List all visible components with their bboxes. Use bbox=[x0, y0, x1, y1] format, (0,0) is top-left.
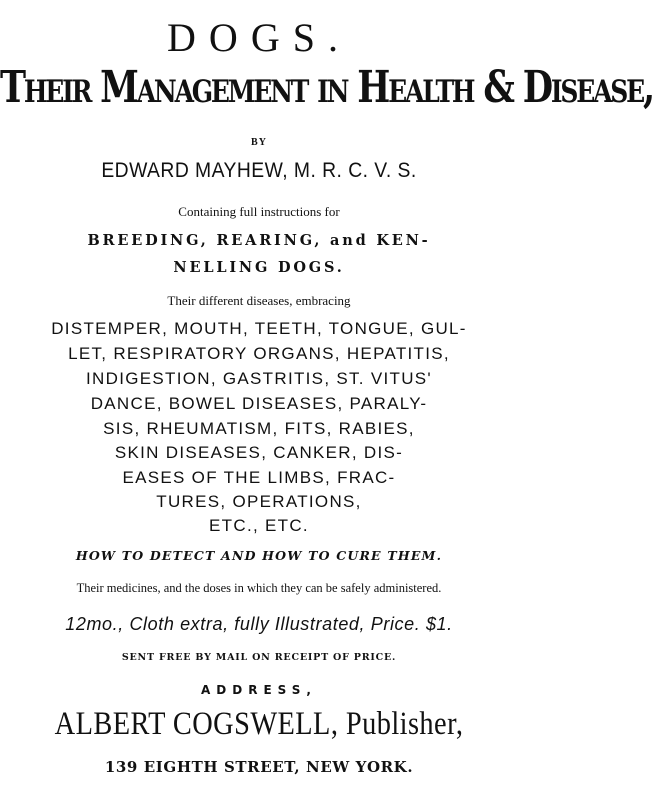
disease-line: LET, RESPIRATORY ORGANS, HEPATITIS, bbox=[68, 344, 450, 363]
price-line: 12mo., Cloth extra, fully Illustrated, Price. $1. bbox=[65, 614, 453, 634]
medicines-text: Their medicines, and the doses in which they can be safely administered. bbox=[76, 581, 442, 595]
disease-line: SIS, RHEUMATISM, FITS, RABIES, bbox=[103, 419, 415, 438]
sent-free-notice: SENT FREE BY MAIL ON RECEIPT OF PRICE. bbox=[121, 652, 397, 663]
disease-line: ETC., ETC. bbox=[209, 516, 309, 535]
diseases-intro: Their different diseases, embracing bbox=[167, 293, 351, 308]
disease-line: DISTEMPER, MOUTH, TEETH, TONGUE, GUL- bbox=[51, 319, 467, 338]
containing-text: Containing full instructions for bbox=[178, 204, 340, 219]
disease-line: EASES OF THE LIMBS, FRAC- bbox=[122, 468, 396, 487]
author-name: EDWARD MAYHEW, M. R. C. V. S. bbox=[101, 159, 417, 182]
publisher-name: ALBERT COGSWELL, Publisher, bbox=[54, 706, 464, 742]
disease-line: TURES, OPERATIONS, bbox=[156, 492, 362, 511]
book-subtitle: Their Management in Health & Disease, bbox=[0, 62, 653, 114]
detect-heading: HOW TO DETECT AND HOW TO CURE THEM. bbox=[75, 548, 443, 563]
disease-line: SKIN DISEASES, CANKER, DIS- bbox=[114, 443, 404, 462]
breeding-line-2: NELLING DOGS. bbox=[173, 259, 345, 276]
street-address: 139 EIGHTH STREET, NEW YORK. bbox=[104, 758, 414, 776]
disease-line: DANCE, BOWEL DISEASES, PARALY- bbox=[90, 394, 428, 413]
breeding-line-1: BREEDING, REARING, and KEN- bbox=[87, 232, 431, 249]
page-title: DOGS. bbox=[167, 15, 351, 60]
disease-line: INDIGESTION, GASTRITIS, ST. VITUS' bbox=[86, 369, 432, 388]
by-label: BY bbox=[251, 137, 267, 148]
address-label: ADDRESS, bbox=[201, 683, 317, 697]
